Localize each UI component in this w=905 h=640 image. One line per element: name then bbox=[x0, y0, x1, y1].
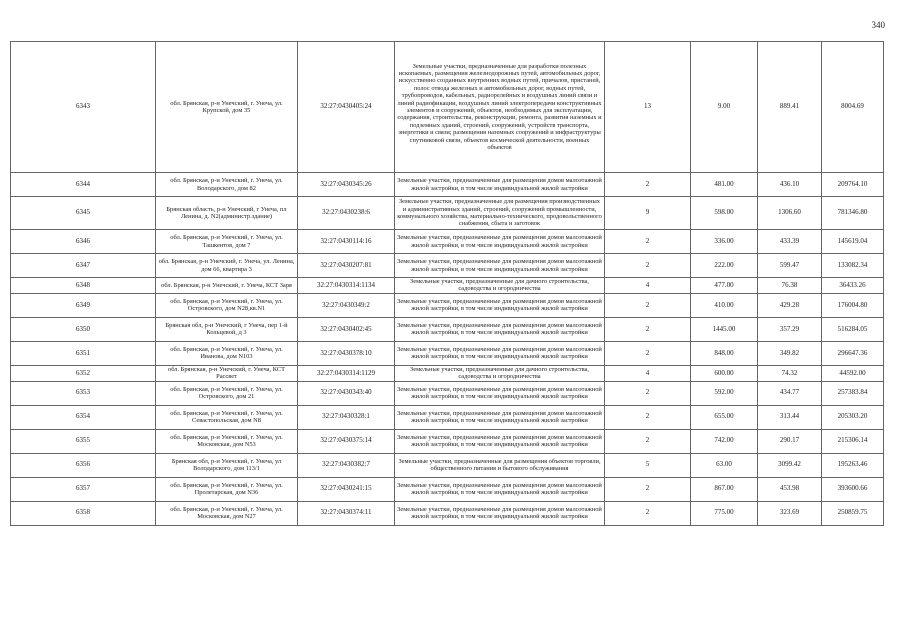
area-cell: 477.00 bbox=[691, 278, 758, 294]
row-number-cell: 6343 bbox=[11, 42, 156, 173]
specific-value-cell: 429.28 bbox=[758, 293, 822, 317]
area-cell: 848.00 bbox=[691, 341, 758, 365]
table-row bbox=[11, 254, 884, 278]
table-row bbox=[11, 317, 884, 341]
land-use-cell: Земельные участки, предназначенные для размещения домов малоэтажной жилой застройки, в том числе индивидуальной жилой застройки bbox=[395, 254, 605, 278]
specific-value-cell: 436.10 bbox=[758, 173, 822, 197]
row-number-cell: 6347 bbox=[11, 254, 156, 278]
use-group-cell: 2 bbox=[605, 381, 691, 405]
row-number-cell: 6349 bbox=[11, 293, 156, 317]
page-number: 340 bbox=[871, 20, 885, 30]
table-row bbox=[11, 501, 884, 525]
cadastral-number-cell: 32:27:0430314:1134 bbox=[298, 278, 395, 294]
specific-value-cell: 357.29 bbox=[758, 317, 822, 341]
address-cell: обл. Брянская, р-н Унечский, г. Унеча, ул. Севастопольская, дом N8 bbox=[156, 405, 298, 429]
area-cell: 481.00 bbox=[691, 173, 758, 197]
address-cell: Брянская обл, р-н Унечский, г Унеча, пер 1-й Кольцевой, д 3 bbox=[156, 317, 298, 341]
cadastral-value-cell: 296647.36 bbox=[822, 341, 884, 365]
address-cell: обл. Брянская, р-н Унечский, г. Унеча, ул. Московская, дом N27 bbox=[156, 501, 298, 525]
land-use-cell: Земельные участки, предназначенные для размещения домов малоэтажной жилой застройки, в том числе индивидуальной жилой застройки bbox=[395, 429, 605, 453]
cadastral-value-cell: 195263.46 bbox=[822, 453, 884, 477]
area-cell: 336.00 bbox=[691, 230, 758, 254]
area-cell: 600.00 bbox=[691, 365, 758, 381]
table-row bbox=[11, 453, 884, 477]
cadastral-number-cell: 32:27:0430314:1129 bbox=[298, 365, 395, 381]
specific-value-cell: 76.38 bbox=[758, 278, 822, 294]
land-use-cell: Земельные участки, предназначенные для размещения домов малоэтажной жилой застройки, в том числе индивидуальной жилой застройки bbox=[395, 477, 605, 501]
cadastral-value-cell: 781346.80 bbox=[822, 197, 884, 230]
use-group-cell: 2 bbox=[605, 173, 691, 197]
use-group-cell: 2 bbox=[605, 429, 691, 453]
cadastral-number-cell: 32:27:0430375:14 bbox=[298, 429, 395, 453]
area-cell: 742.00 bbox=[691, 429, 758, 453]
table-row bbox=[11, 293, 884, 317]
area-cell: 598.00 bbox=[691, 197, 758, 230]
table-row bbox=[11, 381, 884, 405]
specific-value-cell: 3099.42 bbox=[758, 453, 822, 477]
address-cell: Брянская обл, р-н Унечский, г. Унеча, ул Володарского, дом 113/1 bbox=[156, 453, 298, 477]
land-use-cell: Земельные участки, предназначенные для размещения домов малоэтажной жилой застройки, в том числе индивидуальной жилой застройки bbox=[395, 317, 605, 341]
cadastral-number-cell: 32:27:0430374:11 bbox=[298, 501, 395, 525]
land-use-cell: Земельные участки, предназначенные для разработки полезных ископаемых, размещения железнодорожных путей, автомобильных дорог, искусственно созданных внутренних водных путей, причалов, пристаней, полос отвода железных и автомобильных дорог, водных путей, трубопроводов, кабельных, радиорелейных и воздушных линий связи и линий радиофикации, воздушных линий электропередачи конструктивных элементов и сооружений, объектов, необходимых для эксплуатации, содержания, строительства, реконструкции, ремонта, развития наземных и подземных зданий, строений, сооружений, устройств транспорта, энергетики и связи; размещения наземных сооружений и инфраструктуры спутниковой связи, объектов космической деятельности, военных объектов bbox=[395, 42, 605, 173]
land-use-cell: Земельные участки, предназначенные для размещения домов малоэтажной жилой застройки, в том числе индивидуальной жилой застройки bbox=[395, 230, 605, 254]
row-number-cell: 6354 bbox=[11, 405, 156, 429]
area-cell: 9.00 bbox=[691, 42, 758, 173]
land-use-cell: Земельные участки, предназначенные для размещения домов малоэтажной жилой застройки, в том числе индивидуальной жилой застройки bbox=[395, 405, 605, 429]
use-group-cell: 2 bbox=[605, 230, 691, 254]
area-cell: 867.00 bbox=[691, 477, 758, 501]
table-row bbox=[11, 42, 884, 173]
row-number-cell: 6357 bbox=[11, 477, 156, 501]
address-cell: обл. Брянская, р-н Унечский, г. Унеча, ул. Островского, дом 21 bbox=[156, 381, 298, 405]
row-number-cell: 6358 bbox=[11, 501, 156, 525]
land-use-cell: Земельные участки, предназначенные для размещения домов малоэтажной жилой застройки, в том числе индивидуальной жилой застройки bbox=[395, 501, 605, 525]
use-group-cell: 4 bbox=[605, 278, 691, 294]
land-use-cell: Земельные участки, предназначенные для размещения домов малоэтажной жилой застройки, в том числе индивидуальной жилой застройки bbox=[395, 341, 605, 365]
specific-value-cell: 599.47 bbox=[758, 254, 822, 278]
table-row bbox=[11, 365, 884, 381]
use-group-cell: 2 bbox=[605, 477, 691, 501]
row-number-cell: 6350 bbox=[11, 317, 156, 341]
cadastral-value-cell: 209764.10 bbox=[822, 173, 884, 197]
cadastral-number-cell: 32:27:0430349:2 bbox=[298, 293, 395, 317]
cadastral-number-cell: 32:27:0430402:45 bbox=[298, 317, 395, 341]
cadastral-value-cell: 257383.84 bbox=[822, 381, 884, 405]
use-group-cell: 5 bbox=[605, 453, 691, 477]
address-cell: обл. Брянская, р-н Унечский, г. Унеча, ул. Московская, дом N53 bbox=[156, 429, 298, 453]
use-group-cell: 2 bbox=[605, 254, 691, 278]
table-row bbox=[11, 278, 884, 294]
specific-value-cell: 453.98 bbox=[758, 477, 822, 501]
row-number-cell: 6351 bbox=[11, 341, 156, 365]
cadastral-number-cell: 32:27:0430238:6 bbox=[298, 197, 395, 230]
address-cell: обл. Брянская, р-н Унечский, г. Унеча, ул. Островского, дом N28,кв.N1 bbox=[156, 293, 298, 317]
area-cell: 655.00 bbox=[691, 405, 758, 429]
address-cell: обл. Брянская, р-н Унечский, г. Унеча, ул. Ленина, дом 66, квартира 3 bbox=[156, 254, 298, 278]
land-use-cell: Земельные участки, предназначенные для размещения объектов торговли, общественного питания и бытового обслуживания bbox=[395, 453, 605, 477]
specific-value-cell: 74.32 bbox=[758, 365, 822, 381]
area-cell: 222.00 bbox=[691, 254, 758, 278]
cadastral-value-cell: 44592.00 bbox=[822, 365, 884, 381]
address-cell: обл. Брянская, р-н Унечский, г. Унеча, ул. Ташкентов, дом 7 bbox=[156, 230, 298, 254]
specific-value-cell: 1306.60 bbox=[758, 197, 822, 230]
table-row bbox=[11, 429, 884, 453]
use-group-cell: 2 bbox=[605, 317, 691, 341]
cadastral-value-cell: 176004.80 bbox=[822, 293, 884, 317]
cadastral-number-cell: 32:27:0430405:24 bbox=[298, 42, 395, 173]
specific-value-cell: 290.17 bbox=[758, 429, 822, 453]
land-use-cell: Земельные участки, предназначенные для дачного строительства, садоводства и огородничества bbox=[395, 278, 605, 294]
row-number-cell: 6352 bbox=[11, 365, 156, 381]
cadastral-number-cell: 32:27:0430378:10 bbox=[298, 341, 395, 365]
cadastral-number-cell: 32:27:0430207:81 bbox=[298, 254, 395, 278]
use-group-cell: 2 bbox=[605, 341, 691, 365]
land-use-cell: Земельные участки, предназначенные для размещения домов малоэтажной жилой застройки, в том числе индивидуальной жилой застройки bbox=[395, 173, 605, 197]
use-group-cell: 13 bbox=[605, 42, 691, 173]
specific-value-cell: 313.44 bbox=[758, 405, 822, 429]
row-number-cell: 6353 bbox=[11, 381, 156, 405]
land-use-cell: Земельные участки, предназначенные для размещения домов малоэтажной жилой застройки, в том числе индивидуальной жилой застройки bbox=[395, 293, 605, 317]
address-cell: Брянская область, р-н Унечский, г Унеча, пл Ленина, д. N2(администр.здание) bbox=[156, 197, 298, 230]
cadastral-value-cell: 8004.69 bbox=[822, 42, 884, 173]
address-cell: обл. Брянская, р-н Унечский, г. Унеча, КСТ Заря bbox=[156, 278, 298, 294]
land-use-cell: Земельные участки, предназначенные для размещения домов малоэтажной жилой застройки, в том числе индивидуальной жилой застройки bbox=[395, 381, 605, 405]
cadastral-value-cell: 393600.66 bbox=[822, 477, 884, 501]
table-row bbox=[11, 230, 884, 254]
cadastral-value-table bbox=[10, 41, 884, 526]
row-number-cell: 6348 bbox=[11, 278, 156, 294]
use-group-cell: 2 bbox=[605, 293, 691, 317]
address-cell: обл. Брянская, р-н Унечский, г. Унеча, ул. Крупской, дом 35 bbox=[156, 42, 298, 173]
cadastral-number-cell: 32:27:0430343:40 bbox=[298, 381, 395, 405]
use-group-cell: 9 bbox=[605, 197, 691, 230]
cadastral-number-cell: 32:27:0430345:26 bbox=[298, 173, 395, 197]
cadastral-value-cell: 133082.34 bbox=[822, 254, 884, 278]
address-cell: обл. Брянская, р-н Унечский, г. Унеча, ул. Володарского, дом 82 bbox=[156, 173, 298, 197]
area-cell: 592.00 bbox=[691, 381, 758, 405]
cadastral-number-cell: 32:27:0430382:7 bbox=[298, 453, 395, 477]
land-use-cell: Земельные участки, предназначенные для дачного строительства, садоводства и огородничества bbox=[395, 365, 605, 381]
row-number-cell: 6346 bbox=[11, 230, 156, 254]
row-number-cell: 6345 bbox=[11, 197, 156, 230]
row-number-cell: 6355 bbox=[11, 429, 156, 453]
table-row bbox=[11, 405, 884, 429]
cadastral-number-cell: 32:27:0430114:16 bbox=[298, 230, 395, 254]
use-group-cell: 2 bbox=[605, 405, 691, 429]
specific-value-cell: 889.41 bbox=[758, 42, 822, 173]
cadastral-number-cell: 32:27:0430241:15 bbox=[298, 477, 395, 501]
area-cell: 410.00 bbox=[691, 293, 758, 317]
table-row bbox=[11, 341, 884, 365]
use-group-cell: 2 bbox=[605, 501, 691, 525]
area-cell: 775.00 bbox=[691, 501, 758, 525]
specific-value-cell: 323.69 bbox=[758, 501, 822, 525]
address-cell: обл. Брянская, р-н Унечский, г. Унеча, ул. Иванова, дом N103 bbox=[156, 341, 298, 365]
land-use-cell: Земельные участки, предназначенные для размещения производственных и административных зданий, строений, сооружений промышленности, коммунального хозяйства, материально-технического, продовольственного снабжения, сбыта и заготовок bbox=[395, 197, 605, 230]
table-row bbox=[11, 477, 884, 501]
table-row bbox=[11, 197, 884, 230]
specific-value-cell: 434.77 bbox=[758, 381, 822, 405]
cadastral-value-cell: 36433.26 bbox=[822, 278, 884, 294]
cadastral-value-cell: 516284.05 bbox=[822, 317, 884, 341]
cadastral-number-cell: 32:27:0430328:1 bbox=[298, 405, 395, 429]
area-cell: 1445.00 bbox=[691, 317, 758, 341]
cadastral-value-cell: 250859.75 bbox=[822, 501, 884, 525]
specific-value-cell: 433.39 bbox=[758, 230, 822, 254]
cadastral-value-cell: 205303.20 bbox=[822, 405, 884, 429]
cadastral-value-cell: 215306.14 bbox=[822, 429, 884, 453]
use-group-cell: 4 bbox=[605, 365, 691, 381]
address-cell: обл. Брянская, р-н Унечский, г. Унеча, ул. Пролетарская, дом N36 bbox=[156, 477, 298, 501]
specific-value-cell: 349.82 bbox=[758, 341, 822, 365]
row-number-cell: 6356 bbox=[11, 453, 156, 477]
cadastral-value-cell: 145619.04 bbox=[822, 230, 884, 254]
address-cell: обл. Брянская, р-н Унечский, г. Унеча, КСТ Рассвет bbox=[156, 365, 298, 381]
row-number-cell: 6344 bbox=[11, 173, 156, 197]
table-row bbox=[11, 173, 884, 197]
area-cell: 63.00 bbox=[691, 453, 758, 477]
